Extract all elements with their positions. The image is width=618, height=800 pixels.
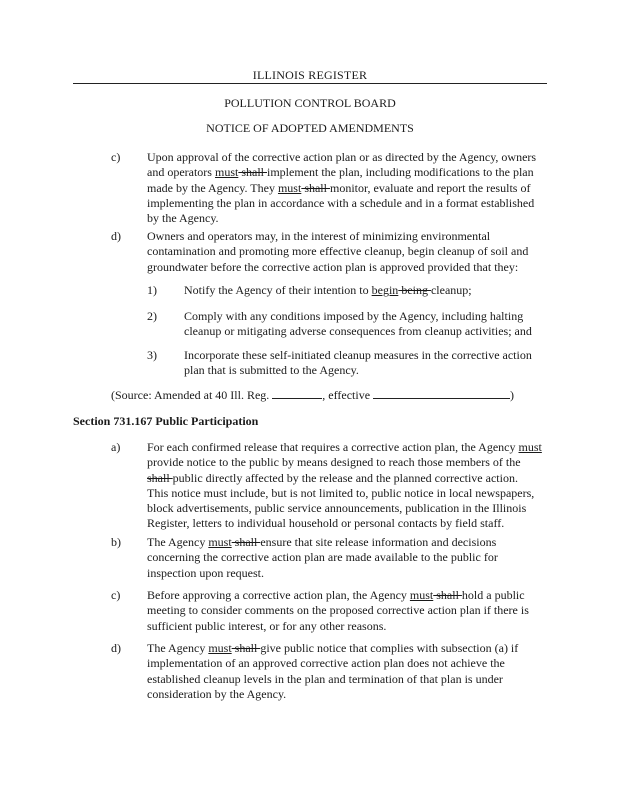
register-title: ILLINOIS REGISTER (252, 68, 368, 82)
text-line: For each confirmed release that requires a corrective action plan, the Agency must (147, 440, 542, 454)
text-line: block advertisements, public service announcements, publication in the Illinois (147, 501, 527, 516)
paragraph-body (147, 535, 551, 581)
text-line: Incorporate these self-initiated cleanup measures in the corrective action (184, 348, 532, 362)
paragraph-body (147, 440, 551, 532)
deleted-text: shall (238, 165, 267, 180)
source-note: (Source: Amended at 40 Ill. Reg. , effective ) (111, 388, 515, 402)
subitem-label: 2) (147, 309, 157, 323)
text-line: This notice must include, but is not limited to, public notice in local newspapers, (147, 485, 535, 500)
board-name: POLLUTION CONTROL BOARD (224, 96, 396, 110)
text-line: made by the Agency. They must shall monitor, evaluate and report the results of (147, 180, 531, 195)
text-line: concerning the corrective action plan are made available to the public for (147, 550, 498, 565)
header-divider (73, 83, 547, 84)
text-line: sufficient public interest, or for any other reasons. (147, 618, 387, 633)
text-line: inspection upon request. (147, 565, 264, 580)
paragraph-body (147, 588, 551, 634)
text-line: Before approving a corrective action plan, the Agency must shall hold a public (147, 588, 525, 602)
text-line: Owners and operators may, in the interest of minimizing environmental (147, 229, 491, 243)
text-line: by the Agency. (147, 211, 219, 226)
paragraph-body (147, 229, 551, 275)
notice-title: NOTICE OF ADOPTED AMENDMENTS (206, 121, 414, 135)
inserted-text: must (208, 535, 232, 549)
text-line: groundwater before the corrective action plan is approved provided that they: (147, 259, 519, 274)
paragraph-label: c) (111, 150, 121, 164)
deleted-text: shall (301, 180, 330, 195)
inserted-text: begin (371, 283, 399, 297)
text-line: consideration by the Agency. (147, 686, 287, 701)
deleted-text: shall (147, 470, 173, 485)
section-heading: Section 731.167 Public Participation (73, 414, 259, 428)
subitem-body (184, 309, 552, 340)
text-line: Notify the Agency of their intention to begin being cleanup; (184, 283, 472, 297)
text-line: cleanup or mitigating adverse consequences from cleanup activities; and (184, 324, 532, 339)
inserted-text: must (409, 588, 434, 602)
text-line: Comply with any conditions imposed by the Agency, including halting (184, 309, 524, 323)
paragraph-body (147, 150, 551, 226)
text-line: implementation of an approved corrective action plan does not achieve the (147, 656, 505, 671)
paragraph-body (147, 641, 551, 702)
text-line: Register, letters to individual household or personal contacts by field staff. (147, 516, 505, 531)
subitem-label: 1) (147, 283, 157, 297)
deleted-text: shall (433, 588, 462, 602)
text-line: The Agency must shall ensure that site release information and decisions (147, 535, 497, 549)
paragraph-label: c) (111, 588, 121, 602)
paragraph-label: d) (111, 641, 121, 655)
text-line: contamination and promoting more effective cleanup, begin cleanup of soil and (147, 244, 529, 259)
inserted-text: must (277, 180, 302, 195)
deleted-text: being (398, 283, 431, 297)
text-line: Upon approval of the corrective action plan or as directed by the Agency, owners (147, 150, 537, 164)
subitem-body (184, 283, 552, 298)
paragraph-label: b) (111, 535, 121, 549)
text-line: meeting to consider comments on the proposed corrective action plan if there is (147, 603, 529, 618)
inserted-text: must (208, 641, 232, 655)
text-line: provide notice to the public by means designed to reach those members of the (147, 455, 521, 470)
blank-line (272, 387, 322, 399)
text-line: established cleanup levels in the plan and termination of that plan is under (147, 671, 503, 686)
blank-line (373, 387, 510, 399)
paragraph-label: d) (111, 229, 121, 243)
deleted-text: shall (231, 535, 261, 549)
text-line: shall public directly affected by the release and the planned corrective action. (147, 470, 518, 485)
text-line: and operators must shall implement the plan, including modifications to the plan (147, 165, 534, 180)
subitem-body (184, 348, 552, 379)
inserted-text: must (518, 440, 542, 454)
text-line: The Agency must shall give public notice that complies with subsection (a) if (147, 641, 519, 655)
text-line: plan that is submitted to the Agency. (184, 363, 359, 378)
paragraph-label: a) (111, 440, 121, 454)
text-line: implementing the plan in accordance with a schedule and in a format established (147, 195, 535, 210)
deleted-text: shall (231, 641, 261, 655)
inserted-text: must (214, 165, 239, 180)
subitem-label: 3) (147, 348, 157, 362)
